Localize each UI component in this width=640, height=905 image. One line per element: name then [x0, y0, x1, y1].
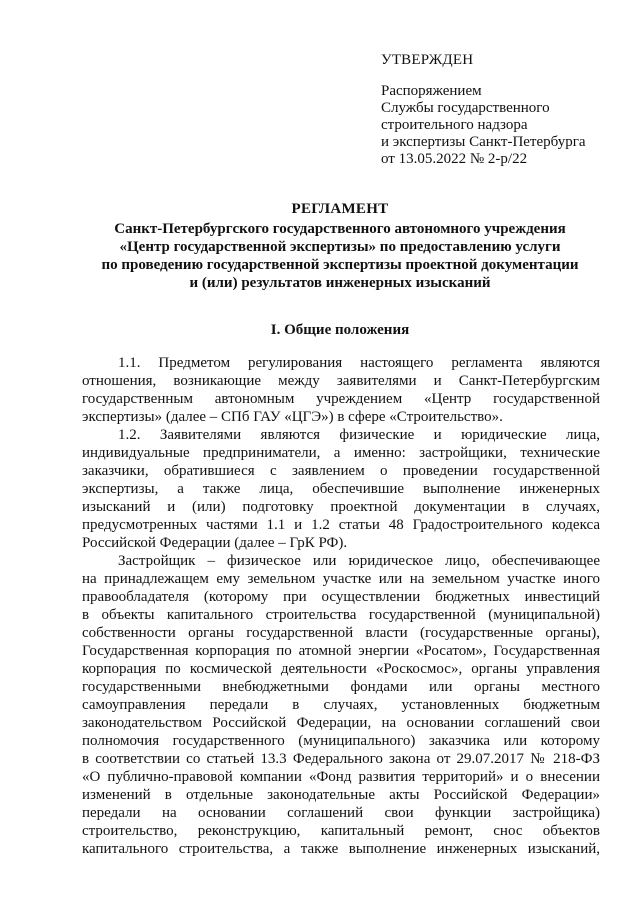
body-line: корпорация по космической деятельности «Роскосмос», органы управления — [82, 661, 600, 677]
body-line: Российской Федерации (далее – ГрК РФ). — [82, 535, 348, 551]
body-line: изменений в отдельные законодательные акты Российской Федерации» — [82, 787, 600, 803]
approval-line: Распоряжением — [381, 83, 482, 99]
body-line: государственными внебюджетными фондами или органы местного — [82, 679, 600, 695]
body-line: государственным автономным учреждением «Центр государственной — [82, 391, 600, 407]
body-text — [82, 354, 600, 858]
body-line: отношения, возникающие между заявителями и Санкт-Петербургским — [82, 373, 600, 389]
body-line: экспертизы, а также лица, обеспечившие выполнение инженерных — [82, 481, 600, 497]
title-line: Санкт-Петербургского государственного автономного учреждения — [114, 221, 566, 237]
title-line: по проведению государственной экспертизы проектной документации — [101, 257, 579, 273]
body-line: 1.2. Заявителями являются физические и юридические лица, — [118, 427, 600, 443]
approval-line: строительного надзора — [381, 117, 528, 133]
approved-label: УТВЕРЖДЕН — [381, 52, 474, 68]
body-line: экспертизы» (далее – СПб ГАУ «ЦГЭ») в сфере «Строительство». — [82, 409, 503, 425]
body-line: 1.1. Предметом регулирования настоящего регламента являются — [118, 355, 600, 371]
document-type-title: РЕГЛАМЕНТ — [291, 201, 389, 217]
approval-line: от 13.05.2022 № 2-р/22 — [381, 151, 528, 167]
body-line: Государственная корпорация по атомной энергии «Росатом», Государственная — [82, 643, 600, 659]
body-line: правообладателя (которому при осуществлении бюджетных инвестиций — [82, 589, 600, 605]
body-line: Застройщик – физическое или юридическое лицо, обеспечивающее — [118, 553, 600, 569]
body-line: в объекты капитального строительства государственной (муниципальной) — [82, 607, 600, 623]
body-line: заказчики, обратившиеся с заявлением о проведении государственной — [82, 463, 600, 479]
title-line: «Центр государственной экспертизы» по предоставлению услуги — [119, 239, 561, 255]
body-line: предусмотренных частями 1.1 и 1.2 статьи 48 Градостроительного кодекса — [82, 517, 600, 533]
title-line: и (или) результатов инженерных изысканий — [189, 275, 491, 291]
approval-stamp-block — [381, 52, 621, 168]
document-title-block — [70, 200, 610, 292]
approval-line: и экспертизы Санкт-Петербурга — [381, 134, 586, 150]
body-line: строительство, реконструкцию, капитальный ремонт, снос объектов — [82, 823, 600, 839]
body-line: самоуправления передали в случаях, установленных бюджетным — [82, 697, 600, 713]
body-line: капитального строительства, а также выполнение инженерных изысканий, — [82, 841, 600, 857]
body-line: полномочия государственного (муниципального) заказчика или которому — [82, 733, 600, 749]
body-line: собственности органы государственной власти (государственные органы), — [82, 625, 600, 641]
body-line: законодательством Российской Федерации, на основании соглашений свои — [82, 715, 600, 731]
body-line: на принадлежащем ему земельном участке или на земельном участке иного — [82, 571, 600, 587]
body-line: «О публично-правовой компании «Фонд развития территорий» и о внесении — [82, 769, 600, 785]
section-heading: I. Общие положения — [270, 322, 410, 338]
body-line: в соответствии со статьей 13.3 Федерального закона от 29.07.2017 № 218-ФЗ — [82, 751, 600, 767]
body-line: передали на основании соглашений свои функции застройщика) — [82, 805, 600, 821]
body-line: индивидуальные предприниматели, а именно: застройщики, технические — [82, 445, 600, 461]
approval-line: Службы государственного — [381, 100, 550, 116]
body-line: изысканий и (или) подготовку проектной документации в случаях, — [82, 499, 600, 515]
